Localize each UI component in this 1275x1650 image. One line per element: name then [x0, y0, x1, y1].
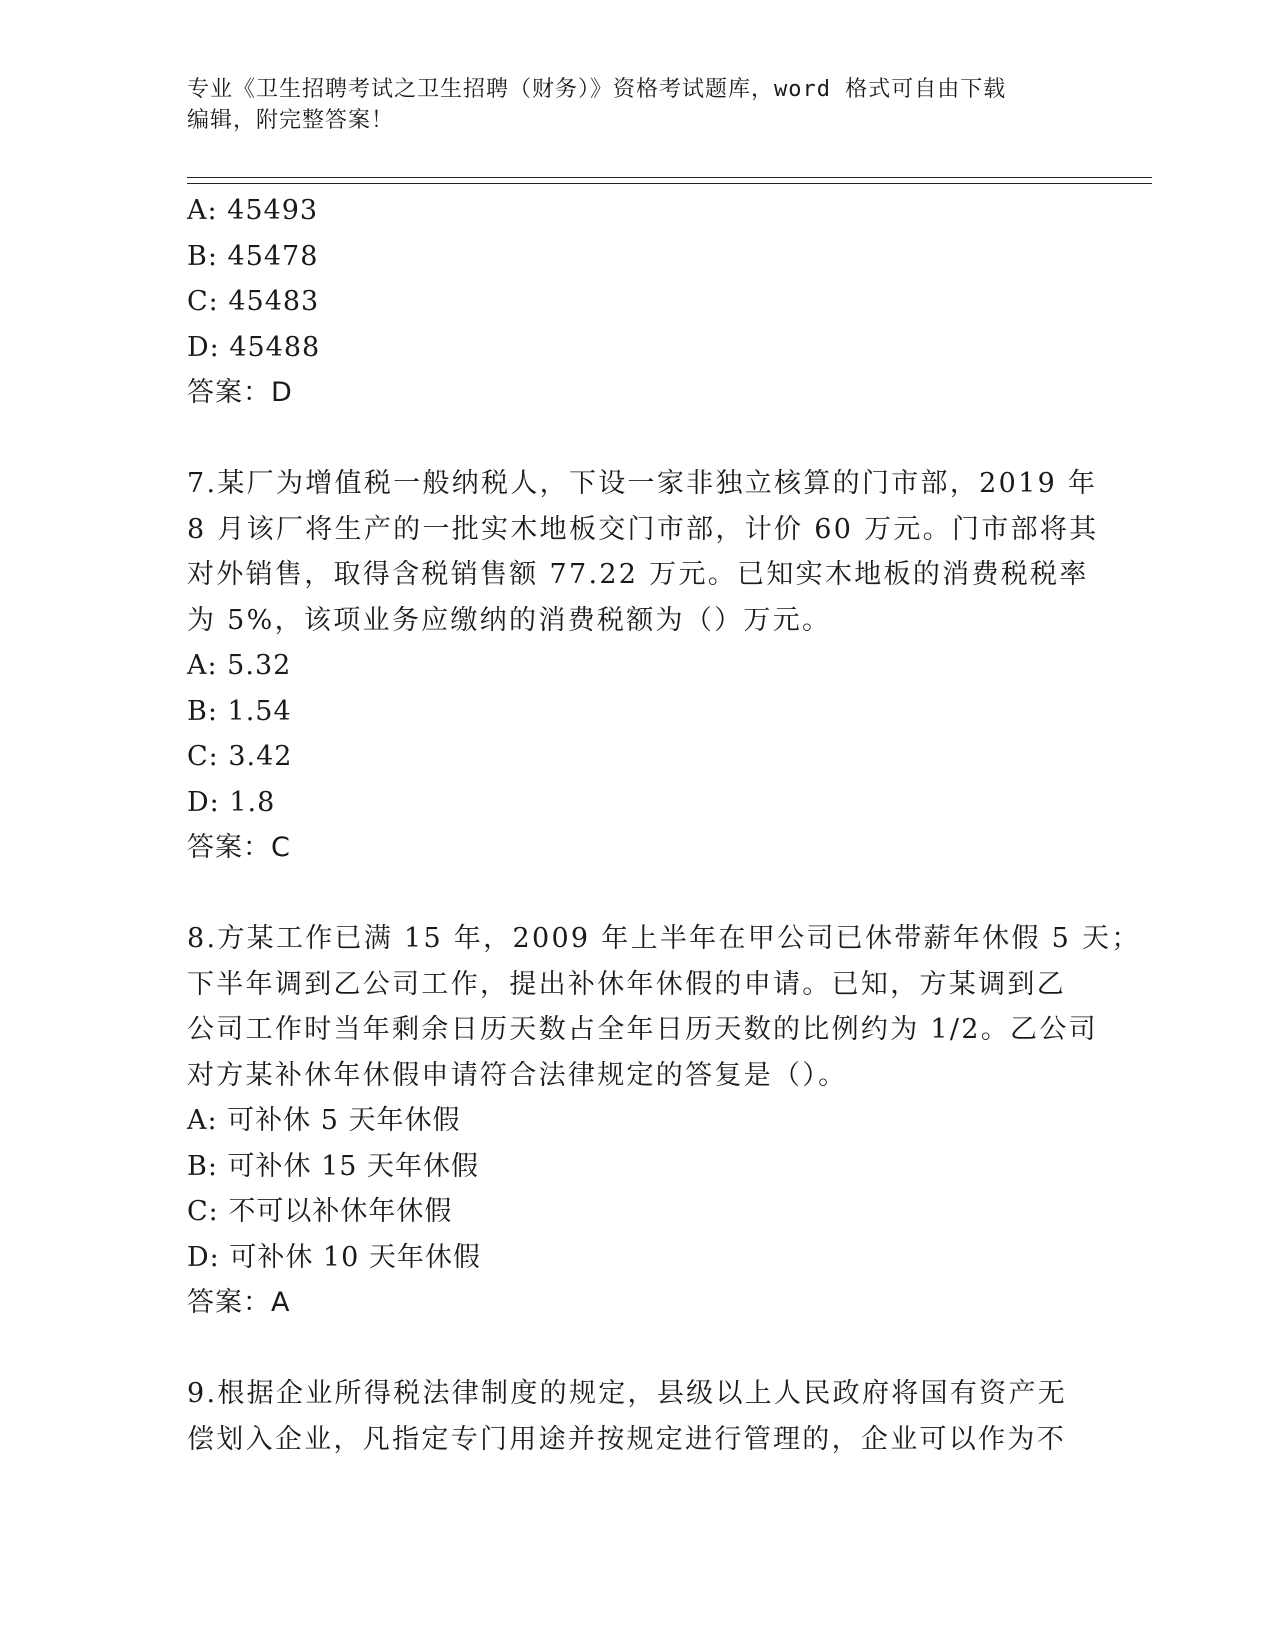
- stem-line: 7.某厂为增值税一般纳税人，下设一家非独立核算的门市部，2019 年: [187, 468, 1098, 499]
- header-line-1: 专业《卫生招聘考试之卫生招聘（财务）》资格考试题库，word 格式可自由下载: [187, 77, 1007, 102]
- option-d: D: 45488: [187, 331, 321, 363]
- option-b: B: 45478: [187, 240, 319, 272]
- question-6-tail: [187, 188, 1087, 416]
- option-a: A: 5.32: [187, 650, 292, 681]
- question-stem: [187, 1371, 1087, 1462]
- option-c: C: 3.42: [187, 741, 293, 772]
- answer: 答案：D: [187, 377, 293, 408]
- option-d: D: 1.8: [187, 786, 276, 818]
- stem-line: 公司工作时当年剩余日历天数占全年日历天数的比例约为 1/2。乙公司: [187, 1014, 1098, 1045]
- header-divider: [187, 177, 1152, 184]
- option-c: C: 不可以补休年休假: [187, 1196, 453, 1227]
- stem-line: 9.根据企业所得税法律制度的规定，县级以上人民政府将国有资产无: [187, 1378, 1068, 1409]
- question-stem: [187, 916, 1141, 1098]
- option-b: B: 可补休 15 天年休假: [187, 1150, 480, 1182]
- question-9: [187, 1371, 1087, 1462]
- option-a: A: 45493: [187, 195, 319, 226]
- question-7: [187, 461, 1099, 871]
- option-d: D: 可补休 10 天年休假: [187, 1241, 481, 1273]
- option-b: B: 1.54: [187, 695, 292, 727]
- document-body: [187, 188, 1141, 1462]
- answer: 答案：A: [187, 1287, 291, 1318]
- option-a: A: 可补休 5 天年休假: [187, 1105, 461, 1136]
- stem-line: 偿划入企业，凡指定专门用途并按规定进行管理的，企业可以作为不: [187, 1423, 1066, 1455]
- stem-line: 为 5%，该项业务应缴纳的消费税额为（）万元。: [187, 604, 832, 636]
- stem-line: 对方某补休年休假申请符合法律规定的答复是（）。: [187, 1059, 848, 1091]
- answer: 答案：C: [187, 832, 291, 863]
- stem-line: 下半年调到乙公司工作，提出补休年休假的申请。已知，方某调到乙: [187, 968, 1066, 1000]
- option-c: C: 45483: [187, 286, 320, 317]
- header-line-2: 编辑，附完整答案！: [187, 108, 395, 133]
- question-8: [187, 916, 1141, 1326]
- question-stem: [187, 461, 1099, 643]
- stem-line: 8 月该厂将生产的一批实木地板交门市部，计价 60 万元。门市部将其: [187, 513, 1099, 545]
- stem-line: 对外销售，取得含税销售额 77.22 万元。已知实木地板的消费税税率: [187, 559, 1089, 590]
- page-header: [187, 74, 1087, 136]
- stem-line: 8.方某工作已满 15 年，2009 年上半年在甲公司已休带薪年休假 5 天；: [187, 923, 1141, 954]
